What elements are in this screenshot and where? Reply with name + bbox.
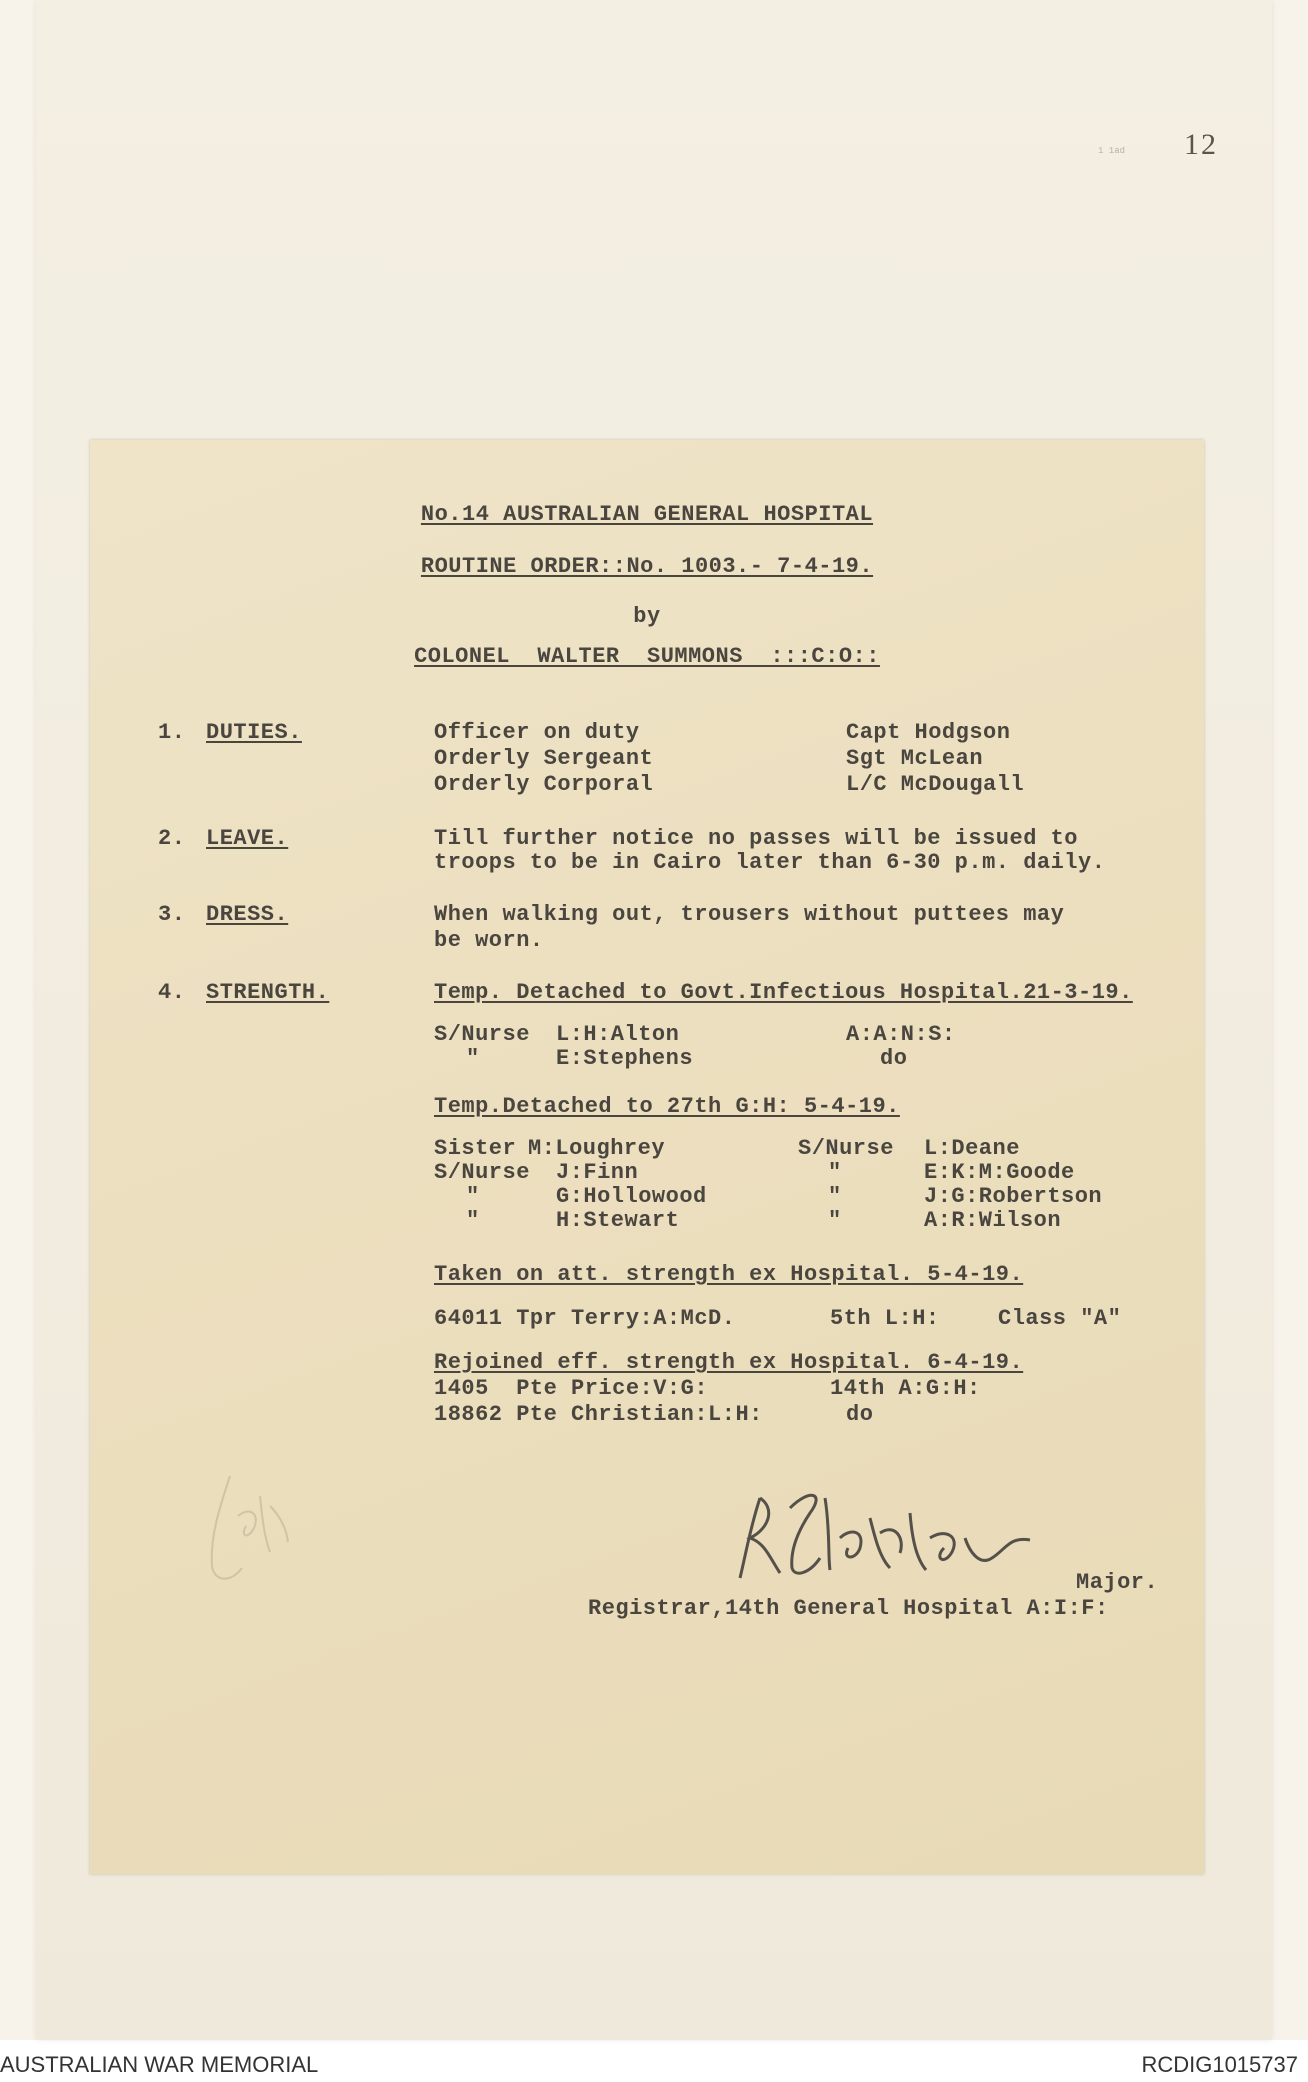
strength-name: L:Deane bbox=[924, 1136, 1020, 1161]
strength-rank: Sister bbox=[434, 1136, 517, 1161]
duty-role: Orderly Corporal bbox=[434, 772, 654, 797]
strength-name: G:Hollowood bbox=[556, 1184, 707, 1209]
strength-unit: do bbox=[846, 1402, 874, 1427]
strength-sub2-title: Temp.Detached to 27th G:H: 5-4-19. bbox=[434, 1094, 900, 1119]
strength-rank: " bbox=[828, 1160, 842, 1185]
strength-name: A:R:Wilson bbox=[924, 1208, 1062, 1233]
pencil-initials-mark bbox=[190, 1456, 310, 1596]
strength-name: J:G:Robertson bbox=[924, 1184, 1103, 1209]
strength-sub3-title: Taken on att. strength ex Hospital. 5-4-19. bbox=[434, 1262, 1024, 1287]
dress-text-line2: be worn. bbox=[434, 928, 544, 953]
header-hospital: No.14 AUSTRALIAN GENERAL HOSPITAL bbox=[420, 502, 874, 527]
strength-entry: 64011 Tpr Terry:A:McD. bbox=[434, 1306, 736, 1331]
strength-class: Class "A" bbox=[998, 1306, 1122, 1331]
folio-mark: 1 1ad bbox=[1098, 146, 1126, 156]
signatory-rank: Major. bbox=[1076, 1570, 1159, 1595]
header-by: by bbox=[633, 604, 661, 629]
duty-name: Capt Hodgson bbox=[846, 720, 1011, 745]
header-order-number: ROUTINE ORDER::No. 1003.- 7-4-19. bbox=[420, 554, 874, 579]
strength-number: 4. bbox=[158, 980, 186, 1005]
leave-text-line2: troops to be in Cairo later than 6-30 p.m. daily. bbox=[434, 850, 1106, 875]
leave-heading: LEAVE. bbox=[206, 826, 289, 851]
dress-text-line1: When walking out, trousers without puttees may bbox=[434, 902, 1065, 927]
strength-unit: 5th L:H: bbox=[830, 1306, 940, 1331]
routine-order-sheet bbox=[90, 440, 1204, 1874]
strength-rank: S/Nurse bbox=[434, 1160, 530, 1185]
dress-heading: DRESS. bbox=[206, 902, 289, 927]
strength-unit: A:A:N:S: bbox=[846, 1022, 956, 1047]
leave-text-line1: Till further notice no passes will be issued to bbox=[434, 826, 1079, 851]
duties-heading: DUTIES. bbox=[206, 720, 302, 745]
strength-rank: S/Nurse bbox=[434, 1022, 530, 1047]
strength-entry: 18862 Pte Christian:L:H: bbox=[434, 1402, 763, 1427]
duty-role: Orderly Sergeant bbox=[434, 746, 654, 771]
strength-name: E:Stephens bbox=[556, 1046, 694, 1071]
duty-name: L/C McDougall bbox=[846, 772, 1025, 797]
strength-unit: do bbox=[880, 1046, 908, 1071]
strength-sub4-title: Rejoined eff. strength ex Hospital. 6-4-19. bbox=[434, 1350, 1024, 1375]
header-commander: COLONEL WALTER SUMMONS :::C:O:: bbox=[414, 644, 880, 669]
duty-role: Officer on duty bbox=[434, 720, 640, 745]
footer-archive-name: AUSTRALIAN WAR MEMORIAL bbox=[0, 2052, 319, 2077]
strength-entry: 1405 Pte Price:V:G: bbox=[434, 1376, 709, 1401]
strength-name: E:K:M:Goode bbox=[924, 1160, 1075, 1185]
handwritten-signature bbox=[730, 1478, 1050, 1598]
leave-number: 2. bbox=[158, 826, 186, 851]
duties-number: 1. bbox=[158, 720, 186, 745]
strength-heading: STRENGTH. bbox=[206, 980, 330, 1005]
strength-name: M:Loughrey bbox=[528, 1136, 666, 1161]
folio-number: 12 bbox=[1184, 128, 1218, 161]
strength-name: H:Stewart bbox=[556, 1208, 680, 1233]
strength-sub1-title: Temp. Detached to Govt.Infectious Hospital.21-3-19. bbox=[434, 980, 1133, 1005]
duty-name: Sgt McLean bbox=[846, 746, 984, 771]
footer-record-id: RCDIG1015737 bbox=[1141, 2052, 1298, 2077]
strength-rank: " bbox=[466, 1208, 480, 1233]
strength-name: L:H:Alton bbox=[556, 1022, 680, 1047]
strength-rank: S/Nurse bbox=[798, 1136, 894, 1161]
strength-rank: " bbox=[828, 1184, 842, 1209]
strength-rank: " bbox=[466, 1184, 480, 1209]
strength-unit: 14th A:G:H: bbox=[830, 1376, 981, 1401]
signatory-title: Registrar,14th General Hospital A:I:F: bbox=[588, 1596, 1109, 1621]
strength-name: J:Finn bbox=[556, 1160, 639, 1185]
strength-rank: " bbox=[828, 1208, 842, 1233]
strength-rank: " bbox=[466, 1046, 480, 1071]
dress-number: 3. bbox=[158, 902, 186, 927]
